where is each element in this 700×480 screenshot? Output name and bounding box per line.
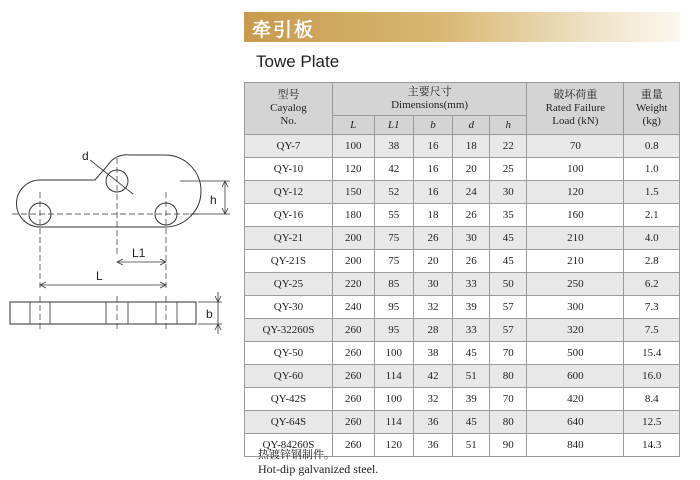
value-cell: 36	[413, 434, 452, 457]
model-cell: QY-25	[245, 273, 333, 296]
value-cell: 114	[374, 365, 413, 388]
value-cell: 4.0	[624, 227, 680, 250]
value-cell: 0.8	[624, 135, 680, 158]
table-row	[245, 365, 680, 388]
table-row	[245, 204, 680, 227]
value-cell: 18	[413, 204, 452, 227]
value-cell: 100	[374, 388, 413, 411]
value-cell: 15.4	[624, 342, 680, 365]
label-h: h	[210, 193, 217, 207]
value-cell: 16	[413, 158, 452, 181]
value-cell: 33	[453, 273, 490, 296]
value-cell: 80	[490, 365, 527, 388]
value-cell: 26	[453, 250, 490, 273]
value-cell: 24	[453, 181, 490, 204]
note-en: Hot-dip galvanized steel.	[258, 462, 379, 476]
model-cell: QY-10	[245, 158, 333, 181]
value-cell: 2.1	[624, 204, 680, 227]
model-cell: QY-21	[245, 227, 333, 250]
model-cell: QY-30	[245, 296, 333, 319]
value-cell: 38	[413, 342, 452, 365]
value-cell: 51	[453, 434, 490, 457]
col-d: d	[453, 116, 490, 135]
value-cell: 180	[332, 204, 374, 227]
value-cell: 95	[374, 296, 413, 319]
model-cell: QY-21S	[245, 250, 333, 273]
col-h: h	[490, 116, 527, 135]
value-cell: 300	[527, 296, 624, 319]
model-cell: QY-50	[245, 342, 333, 365]
value-cell: 260	[332, 319, 374, 342]
value-cell: 16.0	[624, 365, 680, 388]
value-cell: 90	[490, 434, 527, 457]
col-rated-load: 破坏荷重 Rated Failure Load (kN)	[527, 83, 624, 135]
spec-table-body	[245, 135, 680, 457]
value-cell: 420	[527, 388, 624, 411]
value-cell: 100	[332, 135, 374, 158]
label-b: b	[206, 307, 213, 321]
value-cell: 45	[453, 411, 490, 434]
table-row	[245, 411, 680, 434]
col-weight: 重量 Weight (kg)	[624, 83, 680, 135]
value-cell: 45	[453, 342, 490, 365]
plate-outline	[17, 155, 201, 227]
col-L1: L1	[374, 116, 413, 135]
value-cell: 18	[453, 135, 490, 158]
value-cell: 640	[527, 411, 624, 434]
table-row	[245, 273, 680, 296]
value-cell: 32	[413, 388, 452, 411]
value-cell: 42	[374, 158, 413, 181]
value-cell: 22	[490, 135, 527, 158]
value-cell: 240	[332, 296, 374, 319]
value-cell: 210	[527, 227, 624, 250]
value-cell: 150	[332, 181, 374, 204]
value-cell: 8.4	[624, 388, 680, 411]
value-cell: 1.5	[624, 181, 680, 204]
value-cell: 500	[527, 342, 624, 365]
value-cell: 14.3	[624, 434, 680, 457]
value-cell: 12.5	[624, 411, 680, 434]
value-cell: 39	[453, 296, 490, 319]
value-cell: 32	[413, 296, 452, 319]
model-cell: QY-60	[245, 365, 333, 388]
value-cell: 42	[413, 365, 452, 388]
title-banner	[244, 12, 680, 42]
table-row	[245, 227, 680, 250]
table-row	[245, 135, 680, 158]
label-L1: L1	[132, 246, 146, 260]
model-cell: QY-42S	[245, 388, 333, 411]
col-b: b	[413, 116, 452, 135]
value-cell: 26	[413, 227, 452, 250]
table-row	[245, 319, 680, 342]
value-cell: 30	[413, 273, 452, 296]
value-cell: 80	[490, 411, 527, 434]
value-cell: 2.8	[624, 250, 680, 273]
value-cell: 1.0	[624, 158, 680, 181]
value-cell: 260	[332, 411, 374, 434]
value-cell: 95	[374, 319, 413, 342]
value-cell: 320	[527, 319, 624, 342]
value-cell: 30	[453, 227, 490, 250]
plate-side-view	[10, 302, 196, 324]
model-cell: QY-64S	[245, 411, 333, 434]
value-cell: 85	[374, 273, 413, 296]
value-cell: 250	[527, 273, 624, 296]
table-row	[245, 342, 680, 365]
value-cell: 70	[490, 342, 527, 365]
model-cell: QY-32260S	[245, 319, 333, 342]
value-cell: 260	[332, 388, 374, 411]
value-cell: 114	[374, 411, 413, 434]
table-row	[245, 296, 680, 319]
material-note	[258, 448, 378, 476]
tow-plate-drawing	[0, 130, 240, 350]
value-cell: 16	[413, 181, 452, 204]
value-cell: 45	[490, 227, 527, 250]
value-cell: 33	[453, 319, 490, 342]
value-cell: 100	[374, 342, 413, 365]
value-cell: 70	[490, 388, 527, 411]
value-cell: 100	[527, 158, 624, 181]
value-cell: 35	[490, 204, 527, 227]
label-d: d	[82, 149, 89, 163]
value-cell: 57	[490, 319, 527, 342]
value-cell: 600	[527, 365, 624, 388]
value-cell: 7.3	[624, 296, 680, 319]
model-cell: QY-7	[245, 135, 333, 158]
note-cn: 热镀锌钢制件。	[258, 448, 335, 461]
value-cell: 25	[490, 158, 527, 181]
spec-table	[244, 82, 680, 457]
value-cell: 28	[413, 319, 452, 342]
model-cell: QY-12	[245, 181, 333, 204]
value-cell: 7.5	[624, 319, 680, 342]
table-row	[245, 388, 680, 411]
value-cell: 75	[374, 227, 413, 250]
table-row	[245, 158, 680, 181]
value-cell: 52	[374, 181, 413, 204]
model-cell: QY-84260S	[245, 434, 333, 457]
model-cell: QY-16	[245, 204, 333, 227]
col-model: 型号 Cayalog No.	[245, 83, 333, 135]
table-row	[245, 250, 680, 273]
value-cell: 220	[332, 273, 374, 296]
value-cell: 260	[332, 434, 374, 457]
value-cell: 57	[490, 296, 527, 319]
value-cell: 6.2	[624, 273, 680, 296]
banner-title: 牵引板	[252, 19, 316, 41]
value-cell: 38	[374, 135, 413, 158]
value-cell: 210	[527, 250, 624, 273]
value-cell: 120	[332, 158, 374, 181]
value-cell: 70	[527, 135, 624, 158]
value-cell: 120	[527, 181, 624, 204]
value-cell: 200	[332, 250, 374, 273]
value-cell: 260	[332, 342, 374, 365]
value-cell: 45	[490, 250, 527, 273]
value-cell: 200	[332, 227, 374, 250]
value-cell: 51	[453, 365, 490, 388]
value-cell: 30	[490, 181, 527, 204]
value-cell: 260	[332, 365, 374, 388]
product-subtitle: Towe Plate	[256, 52, 340, 71]
value-cell: 20	[413, 250, 452, 273]
col-dimensions: 主要尺寸 Dimensions(mm)	[332, 83, 526, 116]
value-cell: 50	[490, 273, 527, 296]
value-cell: 160	[527, 204, 624, 227]
value-cell: 39	[453, 388, 490, 411]
value-cell: 26	[453, 204, 490, 227]
value-cell: 840	[527, 434, 624, 457]
value-cell: 20	[453, 158, 490, 181]
label-L: L	[96, 269, 103, 283]
value-cell: 120	[374, 434, 413, 457]
value-cell: 16	[413, 135, 452, 158]
col-L: L	[332, 116, 374, 135]
value-cell: 36	[413, 411, 452, 434]
table-row	[245, 181, 680, 204]
value-cell: 75	[374, 250, 413, 273]
value-cell: 55	[374, 204, 413, 227]
